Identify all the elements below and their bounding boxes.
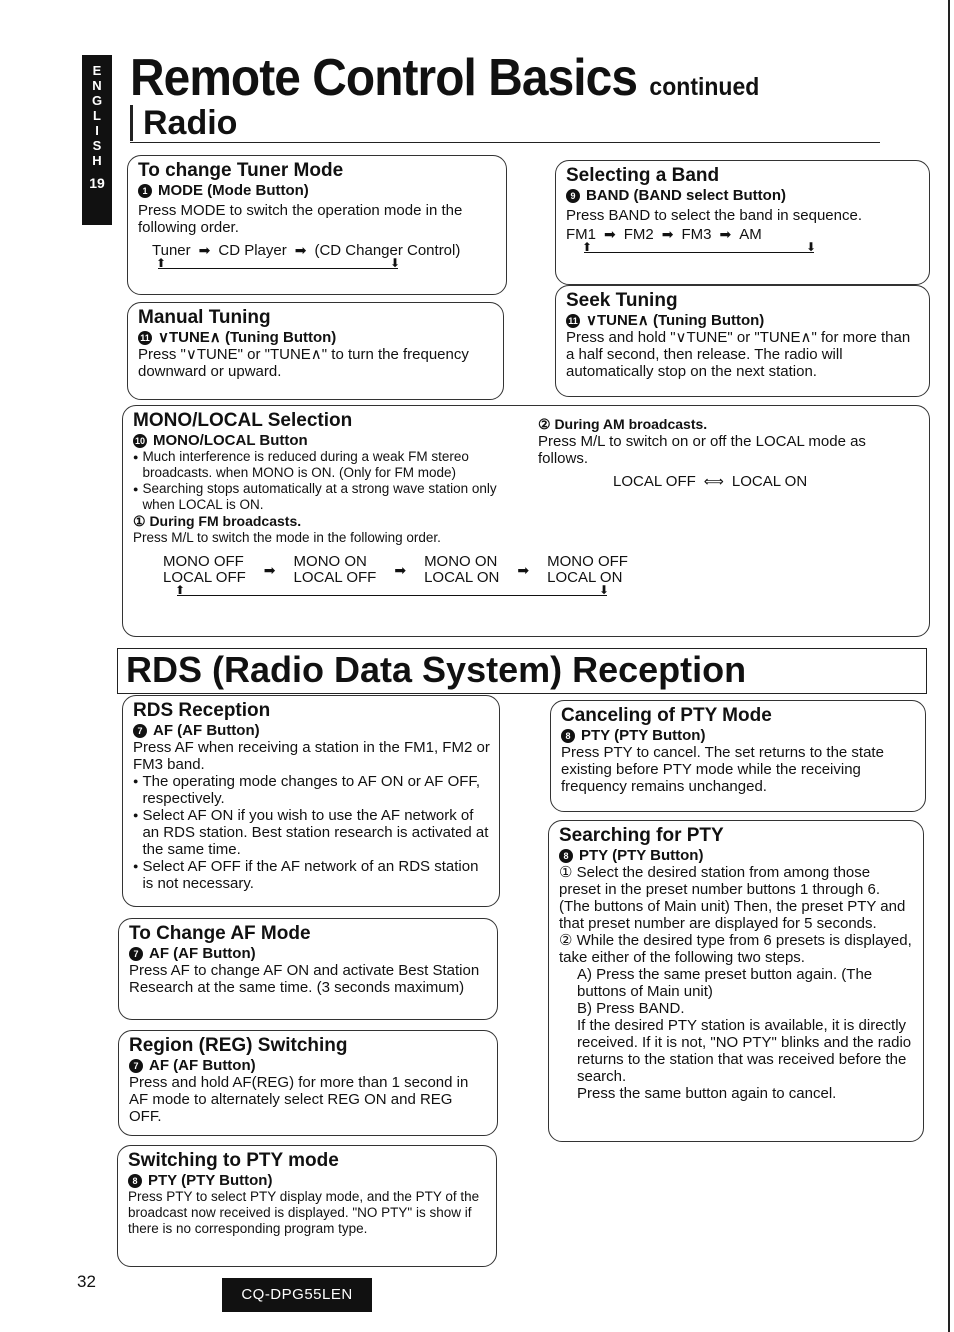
search-pty-step1: ① Select the desired station from among those preset in the preset number buttons 1 through 6. (The buttons of Main unit) Then, the preset PTY and that preset number are displayed for 5 seconds. (559, 864, 906, 932)
flow-local: LOCAL ON (424, 569, 500, 586)
reg-switching-box (118, 1030, 498, 1136)
loop-arrow-icon (158, 259, 398, 269)
number-icon: 9 (566, 189, 580, 203)
search-pty-option-b: B) Press BAND. (577, 1000, 685, 1017)
number-icon: 10 (134, 435, 145, 446)
pty-mode-box (117, 1145, 497, 1267)
radio-section-heading (130, 105, 880, 143)
flow-step (424, 554, 499, 586)
arrow-right-icon: ➡ (719, 226, 732, 242)
flow-step (547, 554, 628, 586)
flow-step: LOCAL ON (731, 473, 808, 490)
arrow-right-icon: ➡ (661, 226, 674, 242)
number-icon: 8 (559, 849, 573, 863)
change-af-box (118, 918, 498, 1020)
side-letter: N (92, 78, 102, 93)
bullet-text: ● Select AF OFF if the AF network of an RDS station is not necessary. (142, 858, 479, 892)
side-letter: L (93, 108, 101, 123)
pty-button-text: PTY (PTY Button) (148, 1172, 273, 1189)
search-pty-step2: ② While the desired type from 6 presets is displayed, take either of the following two steps. (559, 932, 912, 966)
page-title-continued: continued (649, 73, 760, 101)
number-icon: 7 (133, 724, 147, 738)
cancel-pty-box (550, 700, 926, 812)
bullet-text: ● Select AF ON if you wish to use the AF network of an RDS station. Best station research is activated at the same time. (142, 807, 489, 858)
search-pty-result: If the desired PTY station is available, it is directly received. If it is not, "NO PTY" blinks and the radio returns to the station that was received before the search. (577, 1017, 912, 1085)
flow-mono: MONO OFF (163, 553, 244, 570)
list-item (133, 773, 491, 807)
mono-local-title: MONO/LOCAL Selection (133, 410, 353, 431)
pty-button-text: PTY (PTY Button) (579, 847, 704, 864)
flow-step: Tuner (152, 242, 191, 259)
seek-tuning-text: Press and hold "∨TUNE" or "TUNE∧" for more than a half second, then release. The radio will automatically stop on the next station. (566, 329, 911, 380)
af-button-label (129, 1057, 489, 1074)
number-icon: 7 (129, 947, 143, 961)
list-item (133, 807, 491, 858)
side-letter: I (95, 123, 99, 138)
pty-button-text: PTY (PTY Button) (581, 727, 706, 744)
seek-tuning-title: Seek Tuning (566, 290, 678, 311)
side-letter: S (92, 138, 102, 153)
number-icon: 7 (129, 1059, 143, 1073)
arrow-right-icon: ➡ (394, 561, 407, 578)
list-item (133, 858, 491, 892)
band-button-text: BAND (BAND select Button) (586, 187, 786, 204)
flow-mono: MONO ON (293, 553, 367, 570)
flow-step: FM2 (623, 226, 654, 243)
number-icon: 8 (128, 1174, 142, 1188)
bullet-text: ● Searching stops automatically at a strong wave station only when LOCAL is ON. (142, 481, 497, 512)
tuner-mode-text: Press MODE to switch the operation mode in the following order. (138, 202, 463, 236)
radio-heading-text: Radio (130, 105, 237, 141)
flow-step: AM (739, 226, 762, 243)
search-pty-option-a: A) Press the same preset button again. (The buttons of Main unit) (577, 966, 873, 1000)
list-item (133, 481, 528, 513)
arrow-right-icon: ➡ (198, 242, 211, 258)
double-arrow-icon: ⟺ (703, 473, 724, 489)
flow-mono: MONO OFF (547, 553, 628, 570)
fm-text: Press M/L to switch the mode in the following order. (133, 530, 441, 545)
list-item (133, 449, 528, 481)
af-button-label (133, 722, 491, 739)
search-pty-box (548, 820, 924, 1142)
am-text: Press M/L to switch on or off the LOCAL mode as follows. (538, 433, 866, 467)
search-pty-cancel: Press the same button again to cancel. (577, 1085, 837, 1102)
pty-mode-text: Press PTY to select PTY display mode, and the PTY of the broadcast now received is displayed. "NO PTY" is show if there is no corresponding program type. (128, 1189, 480, 1236)
manual-tuning-text: Press "∨TUNE" or "TUNE∧" to turn the frequency downward or upward. (138, 346, 469, 380)
page-edge-line (948, 0, 950, 1332)
mode-button-text: MODE (Mode Button) (158, 182, 309, 199)
rds-reception-box (122, 695, 500, 907)
model-number-badge: CQ-DPG55LEN (222, 1278, 372, 1312)
tuner-mode-flow (138, 242, 498, 259)
flow-local: LOCAL OFF (163, 569, 246, 586)
band-button-label (566, 187, 921, 204)
number-icon: 8 (561, 729, 575, 743)
band-text: Press BAND to select the band in sequence. (566, 207, 863, 224)
flow-step (294, 554, 377, 586)
mode-button-label (138, 182, 498, 199)
flow-step: FM1 (566, 226, 596, 243)
bullet-text: ● Much interference is reduced during a weak FM stereo broadcasts. when MONO is ON. (Only for FM mode) (142, 449, 469, 480)
page-title-text: Remote Control Basics (130, 49, 638, 107)
mono-local-button-text: MONO/LOCAL Button (153, 432, 308, 449)
number-icon: 1 (138, 184, 152, 198)
page-number: 32 (77, 1272, 96, 1291)
rds-heading-text: RDS (Radio Data System) Reception (126, 649, 747, 690)
tuner-mode-title: To change Tuner Mode (138, 160, 344, 181)
language-side-tab (82, 55, 112, 225)
pty-button-label (559, 847, 915, 864)
af-button-label (129, 945, 489, 962)
band-flow (566, 226, 921, 243)
am-flow (538, 473, 918, 490)
tune-button-label (566, 312, 921, 329)
side-letter: E (92, 63, 102, 78)
manual-tuning-box (127, 302, 504, 400)
change-af-title: To Change AF Mode (129, 923, 311, 944)
pty-button-label (561, 727, 917, 744)
reg-text: Press and hold AF(REG) for more than 1 second in AF mode to alternately select REG ON and REG OFF. (129, 1074, 469, 1125)
search-pty-title: Searching for PTY (559, 825, 724, 846)
side-page-number: 19 (89, 175, 105, 191)
side-letter: G (91, 93, 103, 108)
loop-arrow-icon (177, 586, 607, 596)
fm-heading: ① During FM broadcasts. (133, 513, 302, 529)
flow-step: FM3 (681, 226, 712, 243)
band-box (555, 160, 930, 285)
arrow-right-icon: ➡ (517, 561, 530, 578)
band-title: Selecting a Band (566, 165, 720, 186)
number-icon: 11 (566, 314, 580, 328)
pty-mode-title: Switching to PTY mode (128, 1150, 339, 1171)
seek-tuning-box (555, 285, 930, 397)
flow-local: LOCAL OFF (293, 569, 377, 586)
flow-local: LOCAL ON (547, 569, 623, 586)
loop-arrow-icon (584, 243, 814, 253)
page-title (130, 48, 759, 108)
tune-button-label (138, 329, 495, 346)
mono-local-button-label (133, 432, 528, 449)
rds-reception-title: RDS Reception (133, 700, 271, 721)
cancel-pty-text: Press PTY to cancel. The set returns to the state existing before PTY mode while the receiving frequency remains unchanged. (561, 744, 884, 795)
side-letter: H (92, 153, 102, 168)
arrow-right-icon: ➡ (604, 226, 616, 242)
cancel-pty-title: Canceling of PTY Mode (561, 705, 772, 726)
fm-flow (133, 554, 921, 586)
af-button-text: AF (AF Button) (153, 722, 260, 739)
flow-step: CD Player (218, 242, 287, 259)
af-button-text: AF (AF Button) (149, 1057, 256, 1074)
arrow-right-icon: ➡ (263, 561, 276, 578)
number-icon: 11 (138, 331, 152, 345)
rds-section-heading (117, 648, 927, 694)
am-heading: ② During AM broadcasts. (538, 416, 708, 432)
reg-title: Region (REG) Switching (129, 1035, 348, 1056)
flow-step: LOCAL OFF (613, 473, 696, 490)
flow-mono: MONO ON (424, 553, 498, 570)
tune-button-text: ∨TUNE∧ (Tuning Button) (158, 329, 337, 346)
mono-local-box (122, 405, 930, 637)
pty-button-label (128, 1172, 488, 1189)
af-button-text: AF (AF Button) (149, 945, 256, 962)
manual-tuning-title: Manual Tuning (138, 307, 271, 328)
tuner-mode-box (127, 155, 507, 295)
rds-reception-text: Press AF when receiving a station in the FM1, FM2 or FM3 band. (133, 739, 490, 773)
flow-step: (CD Changer Control) (314, 242, 461, 259)
tune-button-text: ∨TUNE∧ (Tuning Button) (586, 312, 765, 329)
change-af-text: Press AF to change AF ON and activate Best Station Research at the same time. (3 seconds maximum) (129, 962, 480, 996)
arrow-right-icon: ➡ (294, 242, 307, 258)
bullet-text: ● The operating mode changes to AF ON or AF OFF, respectively. (142, 773, 481, 807)
